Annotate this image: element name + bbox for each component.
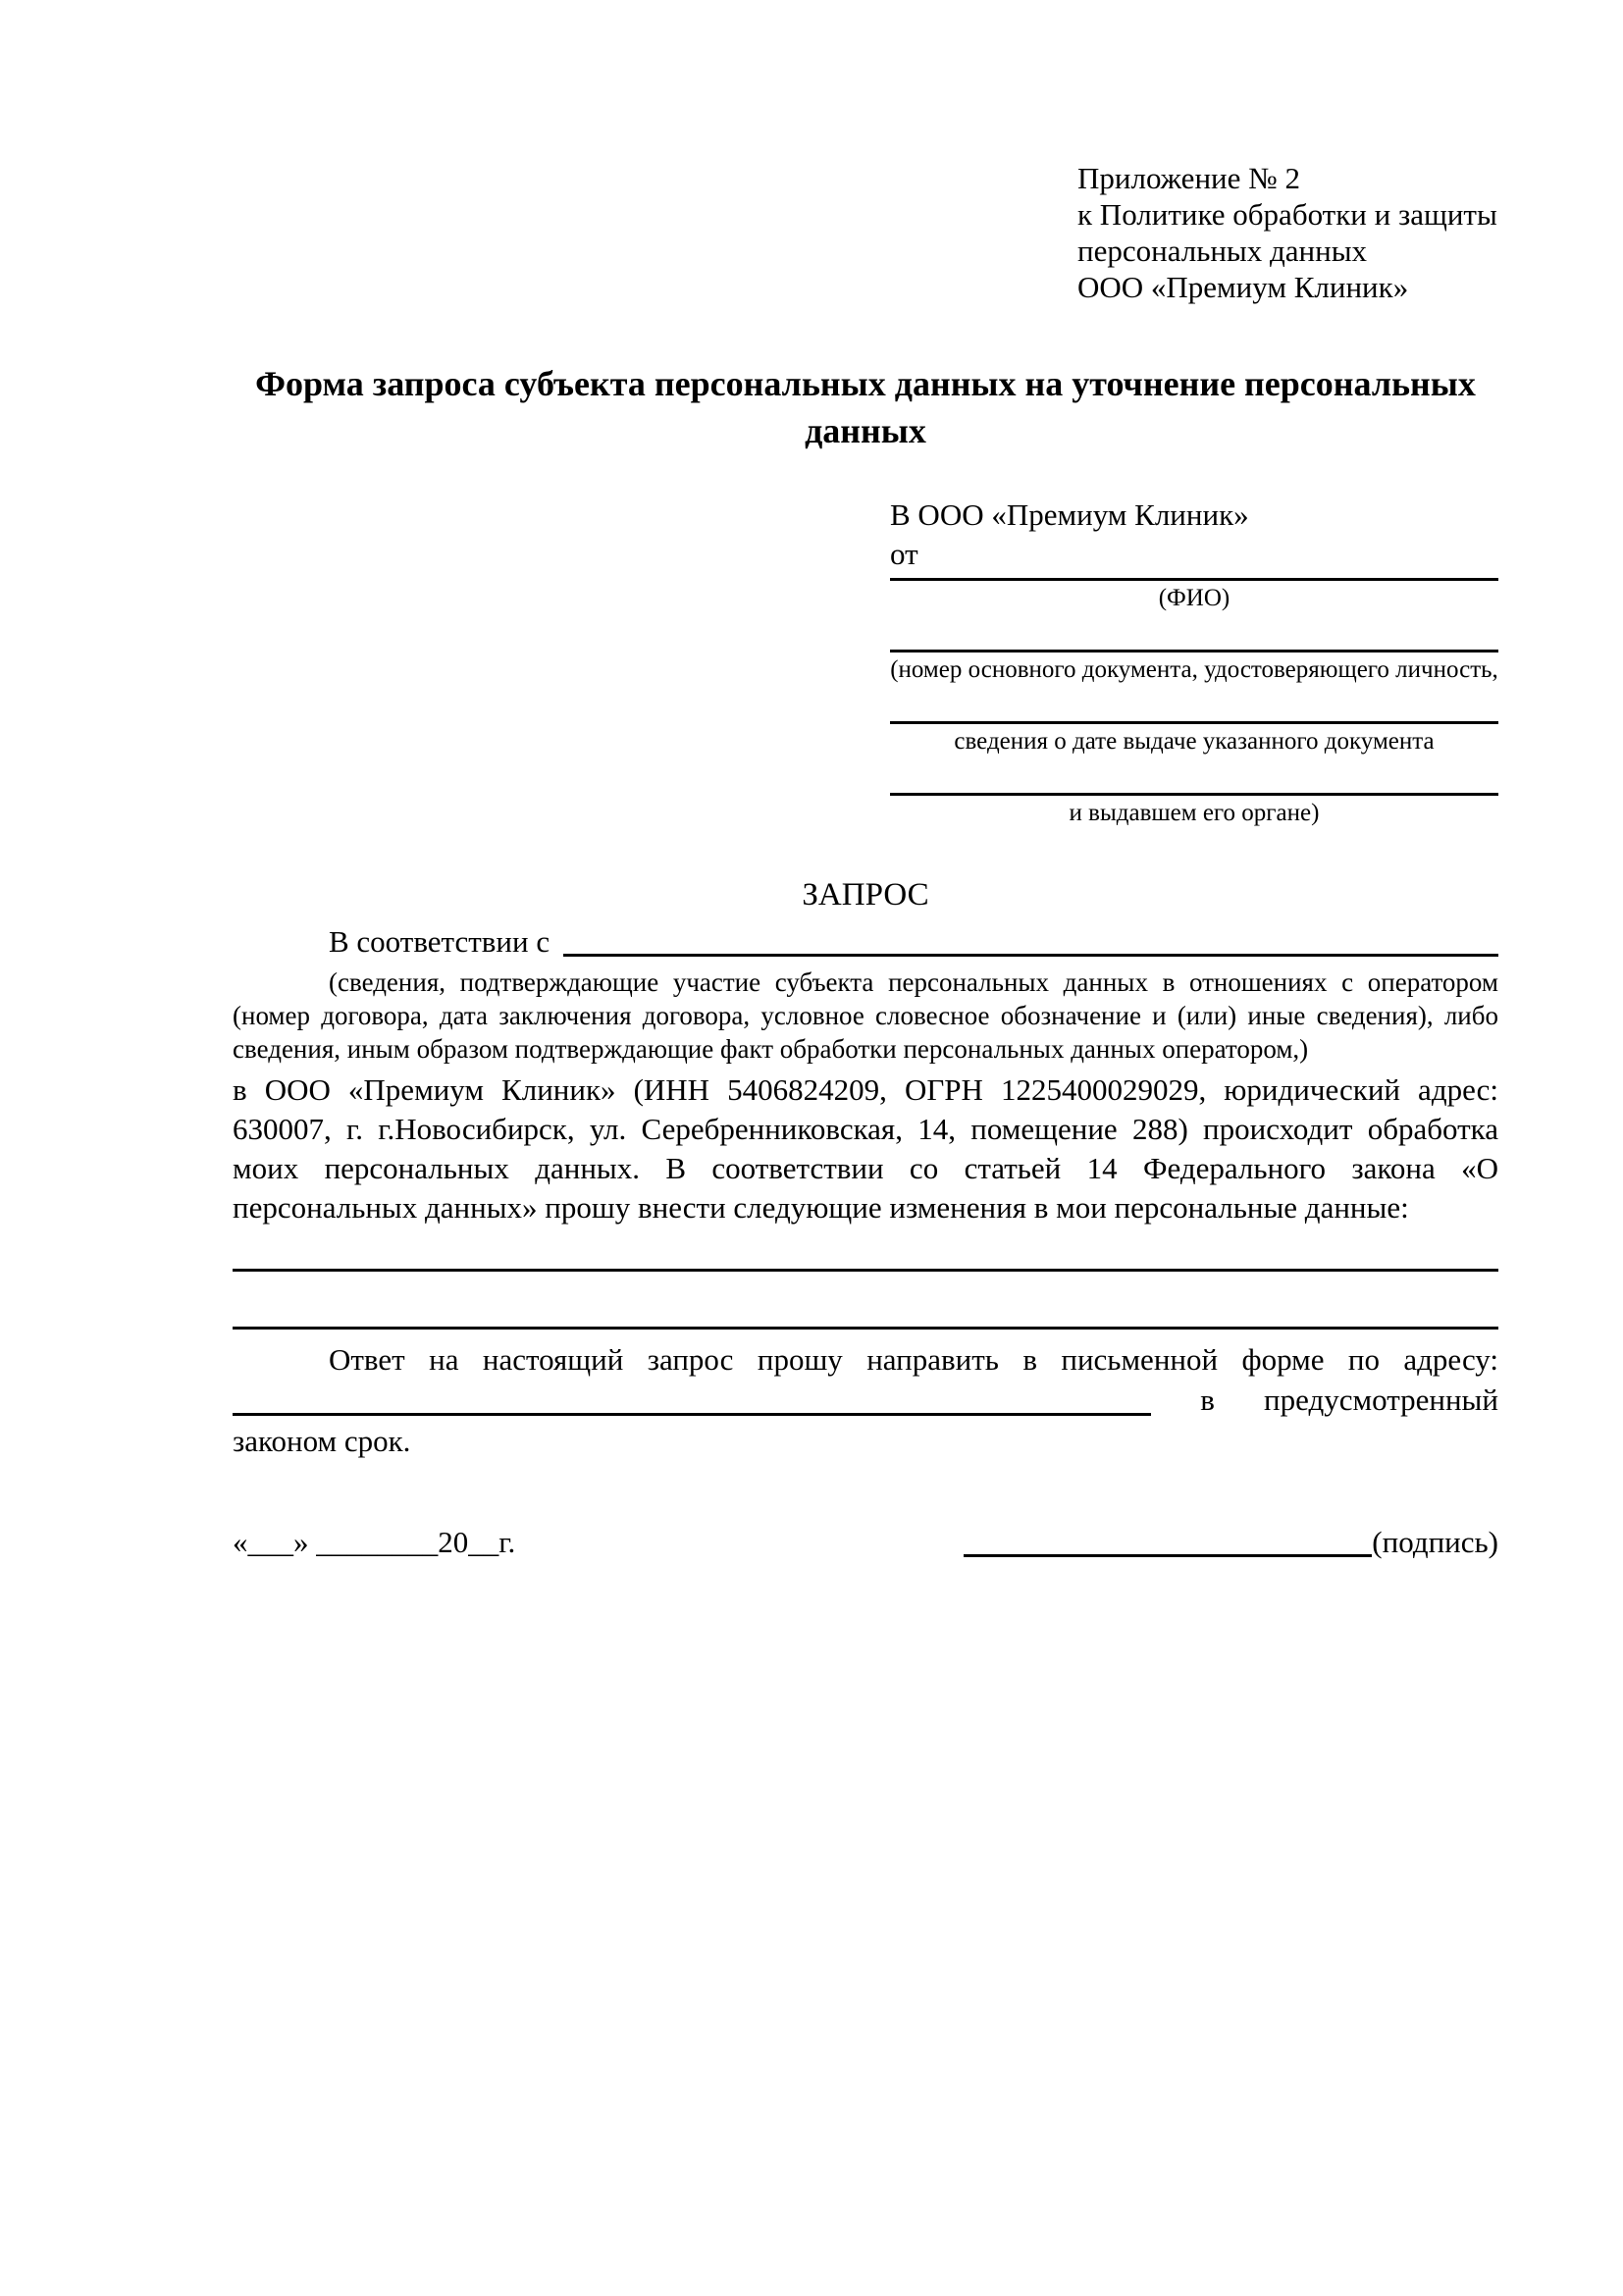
signature-group: [964, 1523, 1498, 1562]
date-blank: «___» ________20__г.: [233, 1525, 516, 1559]
reply-word: предусмотренный: [1264, 1383, 1498, 1417]
doc-number-field: [890, 650, 1498, 685]
addressee-block: [890, 496, 1498, 828]
intro-row: [233, 922, 1498, 962]
doc-number-field-caption: (номер основного документа, удостоверяющего личность,: [890, 656, 1498, 683]
intro-blank-line: [563, 954, 1498, 957]
changes-blank-line-2: [233, 1327, 1498, 1330]
doc-issue-date-field: [890, 721, 1498, 757]
annex-line: ООО «Премиум Клиник»: [1077, 270, 1409, 304]
intro-prefix: В соответствии с: [329, 924, 550, 959]
intro-note: (сведения, подтверждающие участие субъекта персональных данных в отношениях с оператором (номер договора, дата заключения договора, условное словесное обозначение и (или) иные сведения), либо сведения, иным образом подтверждающие факт обработки персональных данных оператором,): [233, 967, 1498, 1064]
reply-address-row: [233, 1380, 1498, 1421]
reply-word: в: [1200, 1383, 1215, 1417]
annex-line: к Политике обработки и защиты: [1077, 197, 1497, 232]
signature-blank-line: [964, 1554, 1372, 1557]
annex-line: Приложение № 2: [1077, 161, 1300, 195]
page-content: [233, 160, 1498, 1562]
doc-issue-date-field-caption: сведения о дате выдаче указанного документа: [954, 728, 1435, 755]
document-title: Форма запроса субъекта персональных данных на уточнение персональных данных: [255, 364, 1476, 450]
doc-issuer-field: [890, 793, 1498, 828]
addressee-from-label: от: [890, 537, 918, 571]
request-body: в ООО «Премиум Клиник» (ИНН 5406824209, ОГРН 1225400029029, юридический адрес: 630007, г. г.Новосибирск, ул. Серебренниковская, 14, помещение 288) происходит обработка моих персональных данных. В соответствии со статьей 14 Федерального закона «О персональных данных» прошу внести следующие изменения в мои персональные данные:: [233, 1072, 1498, 1225]
reply-intro: Ответ на настоящий запрос прошу направить в письменной форме по адресу:: [329, 1342, 1498, 1377]
addressee-to: В ООО «Премиум Клиник»: [890, 497, 1249, 532]
annex-block: [1077, 160, 1498, 305]
fio-field: [890, 578, 1498, 613]
signature-caption: (подпись): [1372, 1525, 1498, 1559]
reply-address-blank-line: [233, 1413, 1151, 1416]
doc-issuer-field-caption: и выдавшем его органе): [1069, 800, 1320, 826]
changes-blank-line-1: [233, 1269, 1498, 1272]
fio-field-caption: (ФИО): [1158, 585, 1230, 611]
request-heading: ЗАПРОС: [802, 877, 929, 913]
annex-line: персональных данных: [1077, 234, 1368, 268]
reply-tail: законом срок.: [233, 1424, 411, 1458]
footer-row: [233, 1523, 1498, 1562]
